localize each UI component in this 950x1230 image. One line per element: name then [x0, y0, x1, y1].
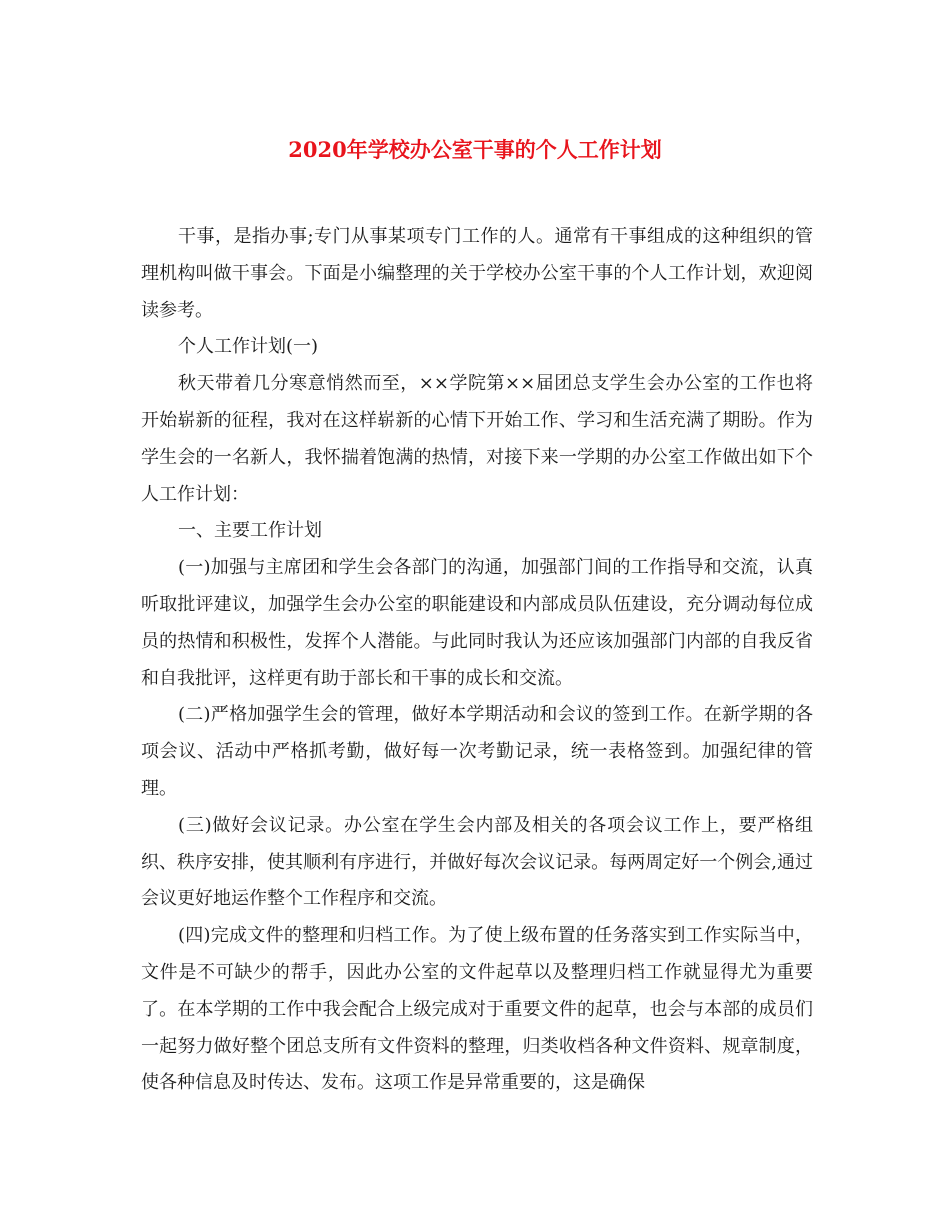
paragraph-item-1: (一)加强与主席团和学生会各部门的沟通，加强部门间的工作指导和交流，认真听取批评建议，加强学生会办公室的职能建设和内部成员队伍建设，充分调动每位成员的热情和积极性，发挥个人潜能。与此同时我认为还应该加强部门内部的自我反省和自我批评，这样更有助于部长和干事的成长和交流。 [141, 557, 813, 689]
paragraph-item-3: (三)做好会议记录。办公室在学生会内部及相关的各项会议工作上，要严格组织、秩序安排，使其顺利有序进行，并做好每次会议记录。每两周定好一个例会,通过会议更好地运作整个工作程序和交流。 [141, 814, 813, 910]
document-body [141, 219, 813, 1102]
paragraph-plan-one-heading: 个人工作计划(一) [178, 336, 319, 358]
paragraph-section-heading: 一、主要工作计划 [178, 520, 322, 542]
document-title: 2020年学校办公室干事的个人工作计划 [288, 137, 662, 162]
paragraph-opening: 秋天带着几分寒意悄然而至，××学院第××届团总支学生会办公室的工作也将开始崭新的征程，我对在这样崭新的心情下开始工作、学习和生活充满了期盼。作为学生会的一名新人，我怀揣着饱满的热情，对接下来一学期的办公室工作做出如下个人工作计划： [141, 373, 813, 505]
paragraph-item-4: (四)完成文件的整理和归档工作。为了使上级布置的任务落实到工作实际当中，文件是不可缺少的帮手，因此办公室的文件起草以及整理归档工作就显得尤为重要了。在本学期的工作中我会配合上级完成对于重要文件的起草，也会与本部的成员们一起努力做好整个团总支所有文件资料的整理，归类收档各种文件资料、规章制度，使各种信息及时传达、发布。这项工作是异常重要的，这是确保 [141, 925, 813, 1094]
paragraph-item-2: (二)严格加强学生会的管理，做好本学期活动和会议的签到工作。在新学期的各项会议、活动中严格抓考勤，做好每一次考勤记录，统一表格签到。加强纪律的管理。 [141, 704, 813, 799]
paragraph-intro: 干事，是指办事;专门从事某项专门工作的人。通常有干事组成的这种组织的管理机构叫做干事会。下面是小编整理的关于学校办公室干事的个人工作计划，欢迎阅读参考。 [141, 226, 813, 321]
